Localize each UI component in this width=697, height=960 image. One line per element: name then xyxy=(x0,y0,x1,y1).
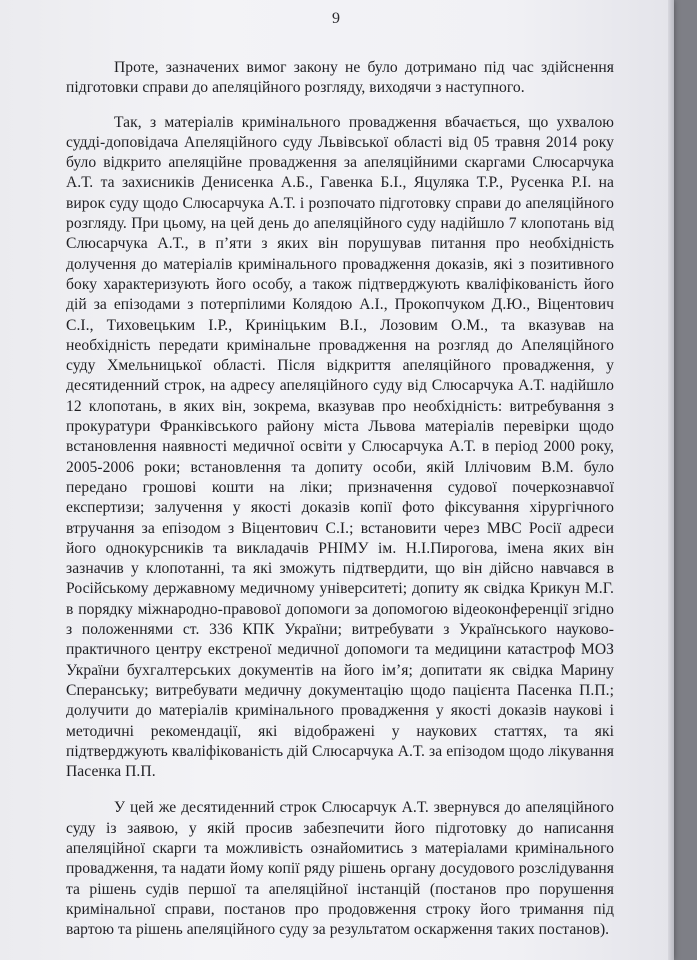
paragraph-2: Так, з матеріалів кримінального провадження вбачається, що ухвалою судді-доповідача Апеляційного суду Львівської області від 05 травня 2014 року було відкрито апеляційне провадження за апеляційними скаргами Слюсарчука А.Т. та захисників Денисенка А.Б., Гавенка Б.І., Яцуляка Т.Р., Русенка Р.І. на вирок суду щодо Слюсарчука А.Т. і розпочато підготовку справи до апеляційного розгляду. При цьому, на цей день до апеляційного суду надійшло 7 клопотань від Слюсарчука А.Т., в п’яти з яких він порушував питання про необхідність долучення до матеріалів кримінального провадження доказів, які з позитивного боку характеризують його особу, а також підтверджують кваліфікованість його дій за епізодами з потерпілими Колядою А.І., Прокопчуком Д.Ю., Віцентович С.І., Тиховецьким І.Р., Криніцьким В.І., Лозовим О.М., та вказував на необхідність передати кримінальне провадження на розгляд до Апеляційного суду Хмельницької області. Після відкриття апеляційного провадження, у десятиденний строк, на адресу апеляційного суду від Слюсарчука А.Т. надійшло 12 клопотань, в яких він, зокрема, вказував про необхідність: витребування з прокуратури Франківського району міста Львова матеріалів перевірки щодо встановлення наявності медичної освіти у Слюсарчука А.Т. в період 2000 року, 2005-2006 роки; встановлення та допиту особи, якій Іллічовим В.М. було передано грошові кошти на ліки; призначення судової почеркознавчої експертизи; залучення у якості доказів копії фото фіксування хірургічного втручання за епізодом з Віцентович С.І.; встановити через МВС Росії адреси його однокурсників та викладачів РНІМУ ім. Н.І.Пирогова, імена яких він зазначив у клопотанні, та які зможуть підтвердити, що він дійсно навчався в Російському державному медичному університеті; допиту як свідка Крикун М.Г. в порядку міжнародно-правової допомоги за допомогою відеоконференції згідно з положеннями ст. 336 КПК України; витребувати з Українського науково-практичного центру екстреної медичної допомоги та медицини катастроф МОЗ України бухгалтерських документів на його ім’я; допитати як свідка Марину Сперанську; витребувати медичну документацію щодо пацієнта Пасенка П.П.; долучити до матеріалів кримінального провадження у якості доказів наукові і методичні рекомендації, які відображені у наукових статтях, та які підтверджують кваліфікованість дій Слюсарчука А.Т. за епізодом щодо лікування Пасенка П.П. xyxy=(66,113,614,781)
paragraph-1: Проте, зазначених вимог закону не було дотримано під час здійснення підготовки справи до апеляційного розгляду, виходячи з наступного. xyxy=(66,59,614,97)
paragraph-3: У цей же десятиденний строк Слюсарчук А.Т. звернувся до апеляційного суду із заявою, у якій просив забезпечити його підготовку до написання апеляційної скарги та можливість ознайомитись з матеріалами кримінального провадження, та надати йому копії ряду рішень органу досудового розслідування та рішень судів першої та апеляційної інстанцій (постанов про порушення кримінальної справи, постанов про продовження строку його тримання під вартою та рішень апеляційного суду за результатом оскарження таких постанов). xyxy=(66,799,614,939)
page-number: 9 xyxy=(332,10,340,27)
document-body xyxy=(66,58,614,954)
page-edge-shadow xyxy=(668,0,674,960)
